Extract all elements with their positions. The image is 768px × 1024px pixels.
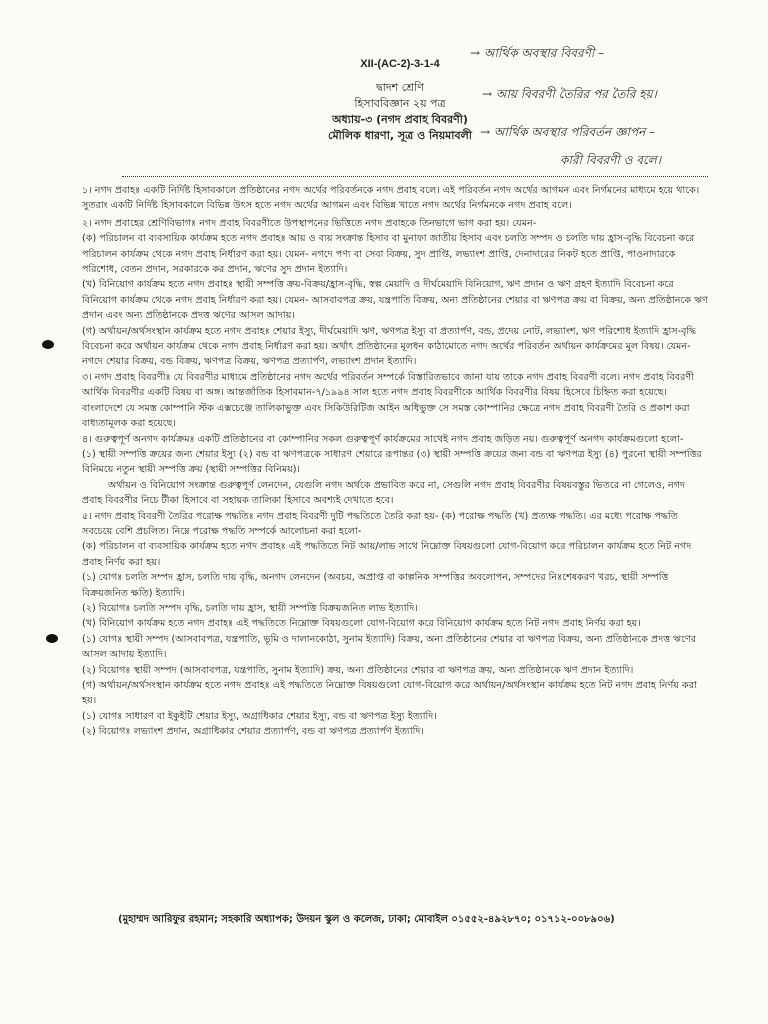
paragraph-5-kha: (খ) বিনিয়োগ কার্যক্রম হতে নগদ প্রবাহঃ এই পদ্ধতিতে নিম্নোক্ত বিষয়গুলো যোগ-বিয়োগ করে বিনিয়োগ কার্যক্রম হতে নিট নগদ প্রবাহ নির্ণয় করা হয়। (82, 618, 641, 630)
author-footer: (মুহাম্মদ আরিফুর রহমান; সহকারি অধ্যাপক; উদয়ন স্কুল ও কলেজ, ঢাকা; মোবাইল ০১৫৫২-৪৯২৮৭০; ০১৭১২-০০৮৯০৬) (118, 914, 615, 925)
paragraph-5-kha-sub: (২) বিয়োগঃ স্থায়ী সম্পদ (আসবাবপত্র, যন্ত্রপাতি, সুনাম ইত্যাদি) ক্রয়, অন্য প্রতিষ্ঠানের শেয়ার বা ঋণপত্র ক্রয়, অন্য প্রতিষ্ঠানকে ঋণ প্রদান ইত্যাদি। (82, 664, 634, 676)
paragraph-5-ka-sub: (২) বিয়োগঃ চলতি সম্পদ বৃদ্ধি, চলতি দায় হ্রাস, স্থায়ী সম্পত্তি বিক্রয়জনিত লাভ ইত্যাদি। (82, 602, 418, 614)
handwritten-note-4: কারী বিবরণী ও বলে। (560, 153, 661, 167)
paragraph-2-kha: (খ) বিনিয়োগ কার্যক্রম হতে নগদ প্রবাহঃ স্থায়ী সম্পত্তি ক্রয়-বিক্রয়/হ্রাস-বৃদ্ধি, স্বল্প মেয়াদি ও দীর্ঘমেয়াদি বিনিয়োগ, ঋণ প্রদান ও ঋণ গ্রহণ ইত্যাদি বিবেচনা করে বিনিয়োগ কার্যক্রম থেকে নগদ প্রবাহ নির্ধারণ করা হয়। যেমন- আসবাবপত্র ক্রয়, যন্ত্রপাতি বিক্রয়, অন্য প্রতিষ্ঠানের শেয়ার বা ঋণপত্র ক্রয় বা বিক্রয়, অন্য প্রতিষ্ঠানকে ঋণ প্রদান এবং অন্য প্রতিষ্ঠানকে প্রদত্ত ঋণের আসল আদায়। (82, 279, 708, 322)
paragraph-2-ka: (ক) পরিচালন বা ব্যবসায়িক কার্যক্রম হতে নগদ প্রবাহঃ আয় ও ব্যয় সংক্রান্ত হিসাব বা মুনাফা জাতীয় হিসাব এবং চলতি সম্পদ ও চলতি দায় হ্রাস-বৃদ্ধি বিবেচনা করে পরিচালন কার্যক্রম থেকে নগদ প্রবাহ নির্ধারণ করা হয়। যেমন- নগদে পণ্য বা সেবা বিক্রয়, সুদ প্রাপ্তি, লভ্যাংশ প্রাপ্তি, দেনাদারের নিকট হতে প্রাপ্তি, পাওনাদারকে পরিশোধ, বেতন প্রদান, সরকারকে কর প্রদান, ঋণের সুদ প্রদান ইত্যাদি। (82, 233, 695, 276)
handwritten-note-1: → আর্থিক অবস্থার বিবরণী – (470, 46, 605, 60)
document-body (82, 183, 708, 740)
paragraph-5-kha-add: (১) যোগঃ স্থায়ী সম্পদ (আসবাবপত্র, যন্ত্রপাতি, ভূমি ও দালানকোঠা, সুনাম ইত্যাদি) বিক্রয়, অন্য প্রতিষ্ঠানের শেয়ার বা ঋণপত্র বিক্রয়, অন্য প্রতিষ্ঠানকে প্রদত্ত ঋণের আসল আদায় ইত্যাদি। (82, 633, 697, 661)
scan-mark (46, 634, 58, 643)
paragraph-1: ১। নগদ প্রবাহঃ একটি নির্দিষ্ট হিসাবকালে প্রতিষ্ঠানের নগদ অর্থের পরিবর্তনকে নগদ প্রবাহ বলে। এই পরিবর্তন নগদ অর্থের আগমন এবং নির্গমনের মাধ্যমে হয়ে থাকে। সুতরাং একটি নির্দিষ্ট হিসাবকালে বিভিন্ন উৎস হতে নগদ অর্থের আগমন এবং বিভিন্ন খাতে নগদ অর্থের নির্গমনকে নগদ প্রবাহ বলে। (82, 185, 700, 212)
chapter-line: অধ্যায়-৩ (নগদ প্রবাহ বিবরণী) (332, 113, 468, 126)
paragraph-5-ga-sub: (২) বিয়োগঃ লভ্যাংশ প্রদান, অগ্রাধিকার শেয়ার প্রত্যার্পণ, বন্ড বা ঋণপত্র প্রত্যার্পণ ইত্যাদি। (82, 726, 424, 738)
header-divider (122, 176, 708, 177)
scan-mark (42, 340, 54, 349)
paragraph-2-ga: (গ) অর্থায়ন/অর্থসংস্থান কার্যক্রম হতে নগদ প্রবাহঃ শেয়ার ইস্যু, দীর্ঘমেয়াদি ঋণ, ঋণপত্র ইস্যু বা প্রত্যার্পণ, বন্ড, প্রদেয় নোট, লভ্যাংশ, ঋণ পরিশোধ ইত্যাদি হ্রাস-বৃদ্ধি বিবেচনা করে অর্থায়ন কার্যক্রম থেকে নগদ প্রবাহ নির্ধারণ করা হয়। অর্থাৎ প্রতিষ্ঠানের মূলধন কাঠামোতে নগদ অর্থের পরিবর্তন অর্থায়ন কার্যক্রমের মূল বিষয়। যেমন- নগদে শেয়ার বিক্রয়, বন্ড বিক্রয়, ঋণপত্র বিক্রয়, ঋণপত্র প্রত্যার্পণ, লভ্যাংশ প্রদান ইত্যাদি। (82, 325, 697, 368)
paragraph-3: ৩। নগদ প্রবাহ বিবরণীঃ যে বিবরণীর মাধ্যমে প্রতিষ্ঠানের নগদ অর্থের পরিবর্তন সম্পর্কে বিস্তারিতভাবে জানা যায় তাকে নগদ প্রবাহ বিবরণী বলে। নগদ প্রবাহ বিবরণী আর্থিক বিবরণীর একটি বিষয় বা অঙ্গ। আন্তর্জাতিক হিসাবমান-৭/১৯৯৪ সাল হতে নগদ প্রবাহ বিবরণীকে আর্থিক বিবরণীর বিষয় হিসেবে চিহ্নিত করা হয়েছে। বাংলাদেশে যে সমস্ত কোম্পানি স্টক এক্সচেঞ্জে তালিকাভুক্ত এবং সিকিউরিটিজ আইন অধিভুক্ত সে সমস্ত কোম্পানির ক্ষেত্রে নগদ প্রবাহ বিবরণী তৈরি ও প্রকাশ করা বাধ্যতামূলক করা হয়েছে। (82, 371, 694, 430)
document-header (300, 58, 500, 144)
section-line: মৌলিক ধারণা, সূত্র ও নিয়মাবলী (328, 129, 472, 142)
paragraph-2: ২। নগদ প্রবাহের শ্রেণিবিভাগঃ নগদ প্রবাহ বিবরণীতে উপস্থাপনের ভিত্তিতে নগদ প্রবাহকে তিনভাগে ভাগ করা হয়। যেমন- (82, 217, 537, 229)
handwritten-note-2: → আয় বিবরণী তৈরির পর তৈরি হয়। (482, 87, 657, 101)
paragraph-4: ৪। গুরুত্বপূর্ণ অনগদ কার্যক্রমঃ একটি প্রতিষ্ঠানের বা কোম্পানির সকল গুরুত্বপূর্ণ কার্যক্রমের সাথেই নগদ প্রবাহ জড়িত নয়। গুরুত্বপূর্ণ অনগদ কার্যক্রমগুলো হলো- (82, 433, 684, 445)
document-code: XII-(AC-2)-3-1-4 (360, 58, 440, 70)
paragraph-5: ৫। নগদ প্রবাহ বিবরণী তৈরির পরোক্ষ পদ্ধতিঃ নগদ প্রবাহ বিবরণী দুটি পদ্ধতিতে তৈরি করা হয়- (ক) পরোক্ষ পদ্ধতি (খ) প্রত্যক্ষ পদ্ধতি। এর মধ্যে পরোক্ষ পদ্ধতি সবচেয়ে বেশি প্রচলিত। নিম্নে পরোক্ষ পদ্ধতি সম্পর্কে আলোচনা করা হলো- (82, 510, 678, 537)
subject-line: হিসাববিজ্ঞান ২য় পত্র (354, 97, 446, 110)
class-line: দ্বাদশ শ্রেণি (376, 81, 424, 94)
paragraph-5-ga: (গ) অর্থায়ন/অর্থসংস্থান কার্যক্রম হতে নগদ প্রবাহঃ এই পদ্ধতিতে নিম্নোক্ত বিষয়গুলো যোগ-বিয়োগ করে অর্থায়ন/অর্থসংস্থান কার্যক্রম হতে নিট নগদ প্রবাহ নির্ণয় করা হয়। (82, 680, 697, 707)
paragraph-4-note: অর্থায়ন ও বিনিয়োগ সংক্রান্ত গুরুত্বপূর্ণ লেনদেন, যেগুলি নগদ অর্থকে প্রভাবিত করে না, সেগুলি নগদ প্রবাহ বিবরণীর বিষয়বস্তুর ভিতরে না গেলেও, নগদ প্রবাহ বিবরণীর নিচে টীকা হিসাবে বা সহায়ক তালিকা হিসাবে অবশ্যই দেখাতে হবে। (82, 479, 686, 507)
paragraph-5-ga-add: (১) যোগঃ সাধারণ বা ইকুইটি শেয়ার ইস্যু, অগ্রাধিকার শেয়ার ইস্যু, বন্ড বা ঋণপত্র ইস্যু ইত্যাদি। (82, 710, 437, 722)
handwritten-note-3: → আর্থিক অবস্থার পরিবর্তন জ্ঞাপন – (480, 125, 656, 139)
paragraph-5-ka: (ক) পরিচালন বা ব্যবসায়িক কার্যক্রম হতে নগদ প্রবাহঃ এই পদ্ধতিতে নিট আয়/লাভ সাথে নিম্নোক্ত বিষয়গুলো যোগ-বিয়োগ করে পরিচালন কার্যক্রম হতে নিট নগদ প্রবাহ নির্ণয় করা হয়। (82, 541, 692, 568)
paragraph-5-ka-add: (১) যোগঃ চলতি সম্পদ হ্রাস, চলতি দায় বৃদ্ধি, অনগদ লেনদেন (অবচয়, অপ্রাপ্ত বা কাল্পনিক সম্পত্তির অবলোপন, সম্পদের নিঃশেষকরণ খরচ, স্থায়ী সম্পত্তি বিক্রয়জনিত ক্ষতি) ইত্যাদি। (82, 572, 669, 599)
paragraph-4-list: (১) স্থায়ী সম্পত্তি ক্রয়ের জন্য শেয়ার ইস্যু (২) বন্ড বা ঋণপত্রকে সাধারণ শেয়ারে রূপান্তর (৩) স্থায়ী সম্পত্তি ক্রয়ের জন্য বন্ড বা ঋণপত্র ইস্যু (৪) পুরনো স্থায়ী সম্পত্তির বিনিময়ে নতুন স্থায়ী সম্পত্তি ক্রয় (স্থায়ী সম্পত্তির বিনিময়)। (82, 448, 702, 476)
